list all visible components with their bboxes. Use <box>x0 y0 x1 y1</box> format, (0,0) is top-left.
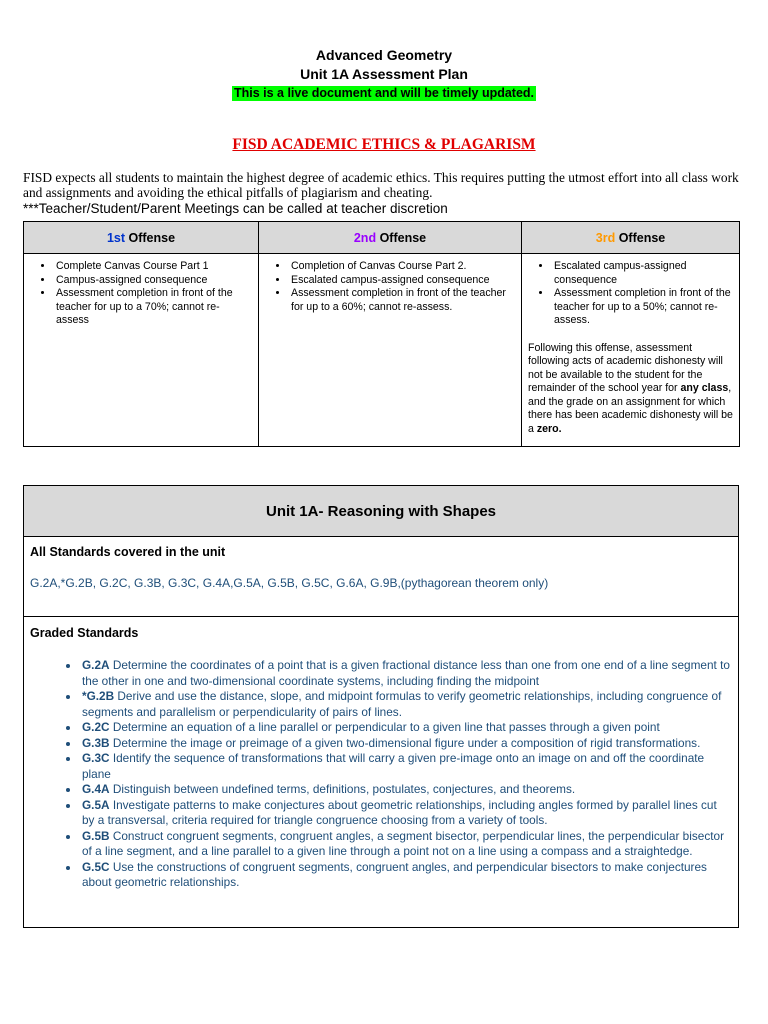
list-item: • Complete Canvas Course Part 1 <box>54 260 252 274</box>
graded-standards-section <box>24 617 738 891</box>
list-item: • Assessment completion in front of the teacher for up to a 50%; cannot re-assess. <box>552 287 733 328</box>
meeting-note: ***Teacher/Student/Parent Meetings can be called at teacher discretion <box>23 201 448 216</box>
all-standards-label: All Standards covered in the unit <box>30 545 226 559</box>
list-item: • Completion of Canvas Course Part 2. <box>289 260 515 274</box>
graded-standards-label: Graded Standards <box>30 626 139 640</box>
unit-standards-table <box>23 485 739 928</box>
third-offense-header: 3rd Offense <box>522 222 740 254</box>
second-offense-cell <box>259 254 522 447</box>
graded-standard-item: • G.2A Determine the coordinates of a point that is a given fractional distance less than one from one end of a line segment to the other in one and two-dimensional coordinate systems, including finding the midpoint <box>80 658 732 689</box>
offense-table <box>23 221 740 447</box>
ethics-heading: FISD ACADEMIC ETHICS & PLAGARISM <box>232 136 536 153</box>
all-standards-list: G.2A,*G.2B, G.2C, G.3B, G.3C, G.4A,G.5A, G.5B, G.5C, G.6A, G.9B,(pythagorean theorem only) <box>30 576 549 590</box>
offense-ordinal: 2nd <box>353 230 377 245</box>
list-item: • Escalated campus-assigned consequence <box>552 260 733 287</box>
third-offense-cell <box>522 254 740 447</box>
live-document-notice: This is a live document and will be timely updated. <box>233 86 535 100</box>
graded-standard-item: • G.3B Determine the image or preimage of a given two-dimensional figure under a composition of rigid transformations. <box>80 736 732 752</box>
graded-standard-item: • G.3C Identify the sequence of transformations that will carry a given pre-image onto an image on and off the coordinate plane <box>80 751 732 782</box>
graded-standard-item: • G.5C Use the constructions of congruent segments, congruent angles, and perpendicular bisectors to make conjectures about geometric relationships. <box>80 860 732 891</box>
list-item: • Campus-assigned consequence <box>54 274 252 288</box>
unit-title: Unit 1A- Reasoning with Shapes <box>24 486 738 537</box>
graded-standard-item: • G.5B Construct congruent segments, congruent angles, a segment bisector, perpendicular lines, the perpendicular bisector of a line segment, and a line parallel to a given line through a point not on a line using a compass and a straightedge. <box>80 829 732 860</box>
all-standards-section <box>24 537 738 617</box>
third-offense-note: Following this offense, assessment following acts of academic dishonesty will not be available to the student for the remainder of the school year for any class, and the grade on an assignment for which there has been academic dishonesty will be a zero. <box>528 341 733 435</box>
first-offense-cell <box>24 254 259 447</box>
offense-ordinal: 1st <box>106 230 126 245</box>
list-item: • Escalated campus-assigned consequence <box>289 274 515 288</box>
ethics-paragraph: FISD expects all students to maintain the highest degree of academic ethics. This requires putting the utmost effort into all class work and assignments and avoiding the ethical pitfalls of plagiarism and cheating. <box>23 170 739 200</box>
second-offense-header: 2nd Offense <box>259 222 522 254</box>
first-offense-header: 1st Offense <box>24 222 259 254</box>
list-item: • Assessment completion in front of the teacher for up to a 70%; cannot re-assess <box>54 287 252 328</box>
graded-standard-item: • *G.2B Derive and use the distance, slope, and midpoint formulas to verify geometric relationships, including congruence of segments and parallelism or perpendicularity of pairs of lines. <box>80 689 732 720</box>
graded-standard-item: • G.4A Distinguish between undefined terms, definitions, postulates, conjectures, and theorems. <box>80 782 732 798</box>
graded-standard-item: • G.5A Investigate patterns to make conjectures about geometric relationships, including angles formed by parallel lines cut by a transversal, criteria required for triangle congruence choosing from a variety of tools. <box>80 798 732 829</box>
document-header <box>0 46 768 102</box>
offense-ordinal: 3rd <box>595 230 616 245</box>
course-title: Advanced Geometry <box>315 47 453 63</box>
plan-title: Unit 1A Assessment Plan <box>300 66 468 82</box>
graded-standard-item: • G.2C Determine an equation of a line parallel or perpendicular to a given line that passes through a given point <box>80 720 732 736</box>
list-item: • Assessment completion in front of the teacher for up to a 60%; cannot re-assess. <box>289 287 515 314</box>
